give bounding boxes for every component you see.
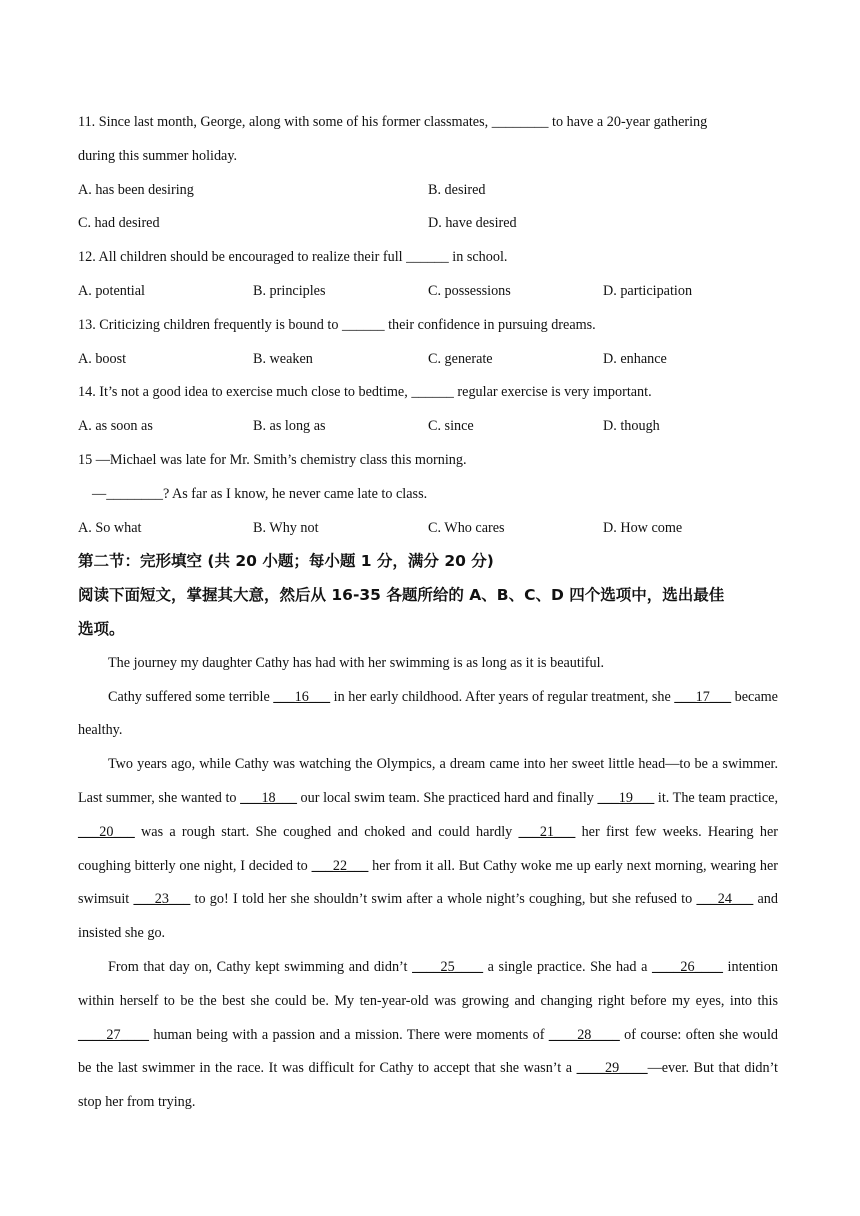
section-instruction-continued: 选项。 xyxy=(78,619,125,638)
blank-26: ____26____ xyxy=(652,958,723,975)
passage-paragraph-3 xyxy=(78,748,778,951)
question-stem: 15 —Michael was late for Mr. Smith’s chemistry class this morning. xyxy=(78,451,467,468)
blank-16: ___16___ xyxy=(273,688,331,705)
blank-22: ___22___ xyxy=(311,857,369,874)
blank-18: ___18___ xyxy=(240,789,297,806)
passage-text: Cathy suffered some terrible xyxy=(108,688,274,705)
blank-20: ___20___ xyxy=(78,823,135,840)
option-b: B. Why not xyxy=(253,519,319,536)
option-d: D. How come xyxy=(603,519,683,536)
option-c: C. had desired xyxy=(78,215,160,232)
option-a: A. has been desiring xyxy=(78,181,194,198)
option-row xyxy=(78,410,778,444)
passage-text: it. The team practice, xyxy=(654,789,778,806)
passage-paragraph-2 xyxy=(78,681,778,749)
blank-29: ____29____ xyxy=(576,1060,648,1077)
blank-24: ___24___ xyxy=(696,891,754,908)
blank-28: ____28____ xyxy=(548,1026,620,1043)
option-d: D. enhance xyxy=(603,350,667,367)
blank-25: ____25____ xyxy=(412,958,484,975)
blank-19: ___19___ xyxy=(597,789,655,806)
passage-text: in her early childhood. After years of regular treatment, she xyxy=(330,688,675,705)
question-13 xyxy=(78,309,778,377)
option-row xyxy=(78,275,778,309)
option-a: A. as soon as xyxy=(78,418,153,435)
question-11 xyxy=(78,106,778,241)
section-instruction: 阅读下面短文，掌握其大意，然后从 16-35 各题所给的 A、B、C、D 四个选项中，选出最佳 xyxy=(78,586,725,605)
option-row xyxy=(78,343,778,377)
option-d: D. participation xyxy=(603,282,693,299)
passage-paragraph-1: The journey my daughter Cathy has had with her swimming is as long as it is beautiful. xyxy=(108,654,605,671)
passage-text: to go! I told her she shouldn’t swim after a whole night’s coughing, but she refused to xyxy=(190,891,697,908)
question-stem: 11. Since last month, George, along with some of his former classmates, ________ to have a 20-year gathering xyxy=(78,114,708,130)
option-row xyxy=(78,174,778,208)
option-b: B. as long as xyxy=(253,418,326,435)
passage-text: a single practice. She had a xyxy=(483,958,652,975)
option-c: C. generate xyxy=(428,350,493,367)
passage-text: our local swim team. She practiced hard and finally xyxy=(296,789,598,806)
question-12 xyxy=(78,241,778,309)
option-a: A. So what xyxy=(78,519,142,536)
option-a: A. boost xyxy=(78,350,127,367)
option-b: B. desired xyxy=(428,181,486,198)
option-b: B. principles xyxy=(253,282,326,299)
passage-text: of course: often she would be the last swimmer in the race. It was difficult for Cathy to accept that she wasn’t a xyxy=(78,1026,778,1077)
passage-text: human being with a passion and a mission. There were moments of xyxy=(148,1026,549,1043)
passage-text: From that day on, Cathy kept swimming and didn’t xyxy=(108,958,413,975)
option-c: C. possessions xyxy=(428,282,511,299)
passage-text: —ever. But that didn’t stop her from trying. xyxy=(78,1060,778,1111)
question-stem: 13. Criticizing children frequently is bound to ______ their confidence in pursuing dreams. xyxy=(78,316,596,333)
passage-paragraph-4 xyxy=(78,951,778,1120)
passage-text: intention within herself to be the best she could be. My ten-year-old was growing and changing right before my eyes, into this xyxy=(78,958,778,1009)
option-d: D. though xyxy=(603,418,660,435)
question-15 xyxy=(78,444,778,545)
passage-text: was a rough start. She coughed and choked and could hardly xyxy=(134,823,519,840)
passage-text: and insisted she go. xyxy=(78,891,778,942)
option-c: C. since xyxy=(428,418,474,435)
passage-text: her from it all. But Cathy woke me up early next morning, wearing her swimsuit xyxy=(78,857,778,908)
passage-text: became healthy. xyxy=(78,688,778,739)
blank-23: ___23___ xyxy=(133,891,191,908)
blank-27: ____27____ xyxy=(78,1026,149,1043)
option-c: C. Who cares xyxy=(428,519,505,536)
option-d: D. have desired xyxy=(428,215,517,232)
question-stem-continued: during this summer holiday. xyxy=(78,147,238,164)
question-stem: 14. It’s not a good idea to exercise much close to bedtime, ______ regular exercise is very important. xyxy=(78,384,652,401)
passage-text: her first few weeks. Hearing her coughing bitterly one night, I decided to xyxy=(78,823,778,874)
option-b: B. weaken xyxy=(253,350,313,367)
blank-21: ___21___ xyxy=(518,823,576,840)
passage-text: Two years ago, while Cathy was watching the Olympics, a dream came into her sweet little head—to be a swimmer. Last summer, she wanted to xyxy=(78,756,778,806)
question-reply: —________? As far as I know, he never came late to class. xyxy=(92,485,428,502)
option-row xyxy=(78,207,778,241)
question-stem: 12. All children should be encouraged to realize their full ______ in school. xyxy=(78,249,508,266)
option-a: A. potential xyxy=(78,282,145,299)
question-14 xyxy=(78,376,778,444)
option-row xyxy=(78,512,778,546)
blank-17: ___17___ xyxy=(674,688,732,705)
exam-page xyxy=(78,106,778,1120)
section-title: 第二节：完形填空 (共 20 小题；每小题 1 分，满分 20 分) xyxy=(78,552,494,571)
